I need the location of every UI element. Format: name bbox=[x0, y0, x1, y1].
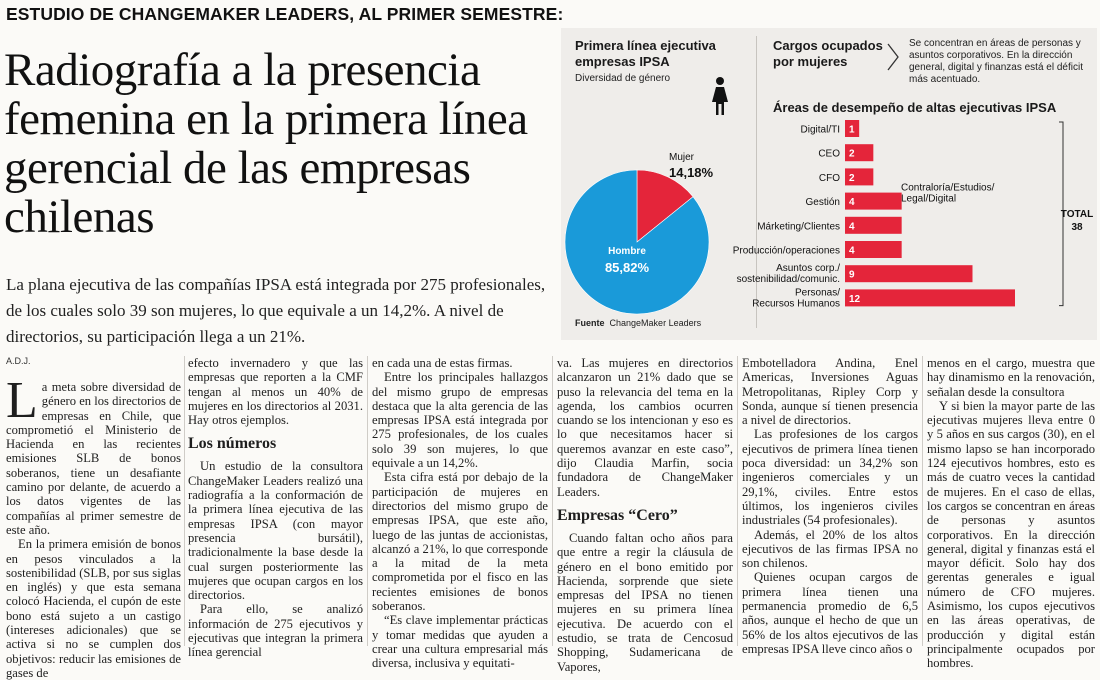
bar-category-label: sostenibilidad/comunic. bbox=[736, 274, 840, 286]
col3-paragraph-3: Esta cifra está por debajo de la participación de mujeres en directorios del mismo grupo de empresas IPSA, que este año, luego de las juntas de accionistas, alcanzó a 21%, lo que corresponde a la mitad de la meta comprometida por el fisco en las recientes emisiones de bonos soberanos. bbox=[372, 470, 548, 614]
column-rule bbox=[922, 356, 923, 646]
chevron-right-icon bbox=[886, 42, 900, 72]
pie-value-mujer: 14,18% bbox=[669, 165, 714, 180]
infographic-left-title: Primera línea ejecutiva empresas IPSA bbox=[575, 38, 716, 69]
col5-paragraph-3: Además, el 20% de los altos ejecutivos de las firmas IPSA no son chilenos. bbox=[742, 527, 918, 571]
col1-paragraph-2: En la primera emisión de bonos en pesos vinculados a la sostenibilidad (SLB, por sus siglas en inglés) y que esta semana colocó Hacienda, el cupón de este bono está sujeto a un castigo (intereses adicionales) que se activa si no se cumplen dos objetivos: reducir las emisiones de gases de bbox=[6, 537, 181, 680]
bar-category-label: CEO bbox=[818, 148, 840, 160]
article-column-1 bbox=[6, 372, 181, 680]
subhead-empresas-cero: Empresas “Cero” bbox=[557, 506, 678, 524]
source-label: Fuente bbox=[575, 318, 605, 328]
gender-pie-chart bbox=[565, 102, 757, 312]
bar-category-label: Producción/operaciones bbox=[732, 245, 840, 257]
bar-category-label: CFO bbox=[818, 172, 840, 184]
column-rule bbox=[737, 356, 738, 646]
pie-value-hombre: 85,82% bbox=[604, 260, 650, 275]
article-column-5 bbox=[742, 356, 918, 656]
column-rule bbox=[552, 356, 553, 646]
infographic-left-subtitle: Diversidad de género bbox=[575, 73, 671, 84]
bar-annotation: Contraloría/Estudios/ bbox=[901, 182, 995, 194]
col5-paragraph-2: Las profesiones de los cargos ejecutivos de primera línea tienen poca diversidad: un 34,2% son ingenieros comerciales y un 29,1%, civiles. Entre estos últimos, los ingenieros civiles industriales (54 profesionales). bbox=[742, 427, 918, 528]
bar-category-label: Márketing/Clientes bbox=[757, 221, 840, 233]
total-label: TOTAL bbox=[1060, 209, 1094, 220]
bar-value-label: 1 bbox=[849, 124, 855, 136]
dropcap: L bbox=[6, 372, 38, 429]
infographic-right-title: Cargos ocupados por mujeres bbox=[773, 38, 883, 69]
bar-7 bbox=[845, 289, 1015, 306]
bar-category-label: Recursos Humanos bbox=[752, 298, 840, 310]
col5-paragraph-1: Embotelladora Andina, Enel Americas, Inversiones Aguas Metropolitanas, Ripley Corp y Sonda, aunque sí tienen presencia a nivel de directorios. bbox=[742, 356, 918, 428]
bar-6 bbox=[845, 265, 973, 282]
bar-value-label: 4 bbox=[849, 221, 855, 233]
bar-value-label: 2 bbox=[849, 148, 855, 160]
pie-label-mujer: Mujer bbox=[669, 152, 695, 163]
article-column-6 bbox=[927, 356, 1095, 671]
col3-paragraph-1: en cada una de estas firmas. bbox=[372, 356, 513, 370]
article-kicker: ESTUDIO DE CHANGEMAKER LEADERS, AL PRIMER SEMESTRE: bbox=[6, 4, 564, 24]
subhead-los-numeros: Los números bbox=[188, 435, 277, 453]
bar-category-label: Digital/TI bbox=[800, 124, 840, 136]
col2-paragraph-3: Para ello, se analizó información de 275 ejecutivos y ejecutivas que integran la primera línea gerencial bbox=[188, 602, 363, 660]
col6-paragraph-1: menos en el cargo, muestra que hay dinamismo en la renovación, señalan desde la consultora bbox=[927, 356, 1095, 399]
bar-value-label: 2 bbox=[849, 172, 855, 184]
col6-paragraph-2: Y si bien la mayor parte de las ejecutivas mujeres lleva entre 0 y 5 años en sus cargos (30), en el mismo lapso se han incorporado 124 ejecutivos hombres, esto es más de cuatro veces la cantidad de mujeres. En el caso de ellas, los cargos se concentran en áreas de personas y asuntos corporativos. En la dirección general, digital y finanzas está el mayor déficit. Solo hay dos gerentas generales e igual número de CFO mujeres. Asimismo, los cupos ejecutivos en las áreas operativas, de producción y digital están principalmente ocupados por hombres. bbox=[927, 398, 1095, 671]
bar-category-label: Asuntos corp./ bbox=[776, 263, 840, 275]
areas-chart-title: Áreas de desempeño de altas ejecutivas IPSA bbox=[773, 100, 1057, 115]
col1-paragraph-1: a meta sobre diversidad de género en los directorios de empresas en Chile, que comprometió el Ministerio de Hacienda en las recientes emisiones SLB de bonos soberanos, tiene un desafiante camino por delante, de acuerdo a los datos vigentes de las compañías al primer semestre de este año. bbox=[6, 380, 181, 537]
areas-bar-chart bbox=[732, 114, 1097, 324]
article-column-4 bbox=[557, 356, 733, 674]
article-byline: A.D.J. bbox=[6, 356, 31, 366]
infographic-box bbox=[561, 28, 1097, 340]
col2-paragraph-2: Un estudio de la consultora ChangeMaker Leaders realizó una radiografía a la conformación de la primera línea ejecutiva de las empresas IPSA (con mayor presencia bursátil), tradicionalmente la base desde la cual surgen posteriormente las mujeres que ocupan cargos en los directorios. bbox=[188, 459, 363, 603]
infographic-source bbox=[575, 318, 701, 328]
col3-paragraph-4: “Es clave implementar prácticas y tomar medidas que ayuden a crear una cultura empresarial más diversa, inclusiva y equitati- bbox=[372, 613, 548, 671]
pie-label-hombre: Hombre bbox=[608, 246, 646, 257]
col2-paragraph-1: efecto invernadero y que las empresas que reporten a la CMF tengan al menos un 40% de mujeres en los directorios al 2031. Hay otros ejemplos. bbox=[188, 356, 363, 428]
article-headline: Radiografía a la presencia femenina en la primera línea gerencial de las empresas chilenas bbox=[4, 44, 528, 243]
article-column-2 bbox=[188, 356, 363, 660]
total-value: 38 bbox=[1071, 222, 1083, 233]
col3-paragraph-2: Entre los principales hallazgos del mismo grupo de empresas destaca que la alta gerencia de las empresas IPSA está integrada por 275 profesionales, de los cuales solo 39 son mujeres, lo que equivale a un 14,2%. bbox=[372, 370, 548, 471]
bar-value-label: 4 bbox=[849, 197, 855, 209]
column-rule bbox=[367, 356, 368, 646]
col5-paragraph-4: Quienes ocupan cargos de primera línea tienen una permanencia promedio de 6,5 años, aunque el hecho de que un 56% de los altos ejecutivos de las empresas IPSA lleve cinco años o bbox=[742, 570, 918, 656]
infographic-right-note: Se concentran en áreas de personas y asuntos corporativos. En la dirección general, digital y finanzas está el déficit más acentuado. bbox=[909, 38, 1083, 85]
bar-value-label: 12 bbox=[849, 293, 861, 305]
article-lede: La plana ejecutiva de las compañías IPSA está integrada por 275 profesionales, de los cuales solo 39 son mujeres, lo que equivale a un 14,2%. A nivel de directorios, su participación llega a un 21%. bbox=[6, 275, 546, 346]
bar-category-label: Personas/ bbox=[794, 287, 840, 299]
bar-category-label: Gestión bbox=[805, 197, 840, 209]
source-text: ChangeMaker Leaders bbox=[609, 318, 702, 328]
column-rule bbox=[184, 356, 185, 646]
article-column-3 bbox=[372, 356, 548, 671]
col4-paragraph-2: Cuando faltan ocho años para que entre a regir la cláusula de género en el bono emitido por Hacienda, sorprende que siete empresas del IPSA no tienen mujeres en su primera línea ejecutiva. De acuerdo con el estudio, se trata de Cencosud Shopping, Sudamericana de Vapores, bbox=[557, 530, 733, 674]
bar-value-label: 9 bbox=[849, 269, 855, 281]
col4-paragraph-1: va. Las mujeres en directorios alcanzaron un 21% dado que se puso la relevancia del tema en la agenda, los cambios ocurren cuando se los intencionan y eso es lo que necesitamos hacer si queremos avanzar en este caso”, dijo Claudia Marfin, socia fundadora de ChangeMaker Leaders. bbox=[557, 356, 733, 499]
bar-value-label: 4 bbox=[849, 245, 855, 257]
bar-annotation: Legal/Digital bbox=[901, 193, 957, 205]
